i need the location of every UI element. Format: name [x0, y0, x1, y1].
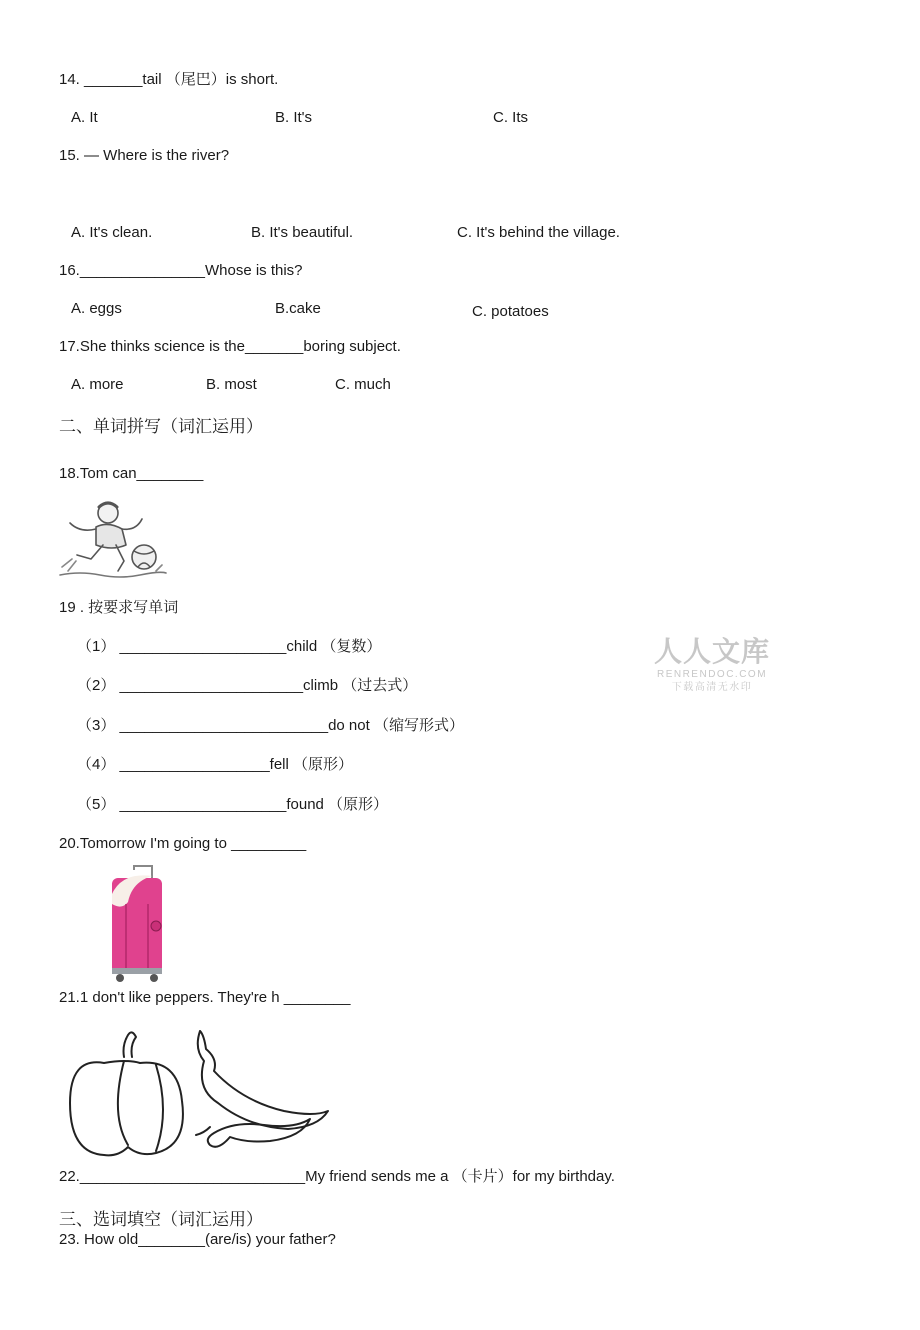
q17-option-c: C. much	[335, 376, 391, 393]
q15-option-b: B. It's beautiful.	[251, 224, 354, 241]
question-15-stem: 15. — Where is the river?	[59, 147, 230, 164]
q16-option-a: A. eggs	[71, 300, 122, 317]
question-17-stem: 17.She thinks science is the_______boring subject.	[59, 338, 401, 355]
watermark-site: RENRENDOC.COM	[656, 669, 768, 680]
q16-option-c: C. potatoes	[472, 303, 549, 320]
watermark	[647, 636, 777, 694]
section-3-heading: 三、选词填空（词汇运用）	[59, 1210, 263, 1230]
question-18-stem: 18.Tom can________	[59, 465, 204, 482]
boy-playing-football-image	[58, 497, 168, 583]
q15-option-a: A. It's clean.	[71, 224, 153, 241]
q19-item-4: （4） __________________fell （原形）	[77, 756, 354, 773]
q19-item-5: （5） ____________________found （原形）	[77, 796, 389, 813]
q17-option-a: A. more	[71, 376, 124, 393]
q19-item-3: （3） _________________________do not （缩写形式）	[77, 717, 464, 734]
watermark-title: 人人文库	[653, 635, 770, 668]
question-22-stem: 22.___________________________My friend sends me a （卡片）for my birthday.	[59, 1168, 615, 1185]
question-20-stem: 20.Tomorrow I'm going to _________	[59, 835, 307, 852]
section-2-heading: 二、单词拼写（词汇运用）	[59, 417, 263, 437]
pink-suitcase-image	[104, 864, 166, 986]
watermark-tagline: 下载高清无水印	[671, 682, 753, 693]
question-14-stem: 14. _______tail （尾巴）is short.	[59, 71, 279, 88]
q14-option-c: C. Its	[493, 109, 529, 126]
q14-option-a: A. It	[71, 109, 98, 126]
q19-item-2: （2） ______________________climb （过去式）	[77, 677, 418, 694]
q19-item-1: （1） ____________________child （复数）	[77, 638, 382, 655]
question-23-stem: 23. How old________(are/is) your father?	[59, 1231, 336, 1248]
q16-option-b: B.cake	[275, 300, 321, 317]
peppers-image	[64, 1025, 340, 1165]
question-19-stem: 19 . 按要求写单词	[59, 599, 179, 616]
q14-option-b: B. It's	[275, 109, 313, 126]
q15-option-c: C. It's behind the village.	[457, 224, 620, 241]
question-16-stem: 16._______________Whose is this?	[59, 262, 303, 279]
q17-option-b: B. most	[206, 376, 257, 393]
question-21-stem: 21.1 don't like peppers. They're h ________	[59, 989, 351, 1006]
